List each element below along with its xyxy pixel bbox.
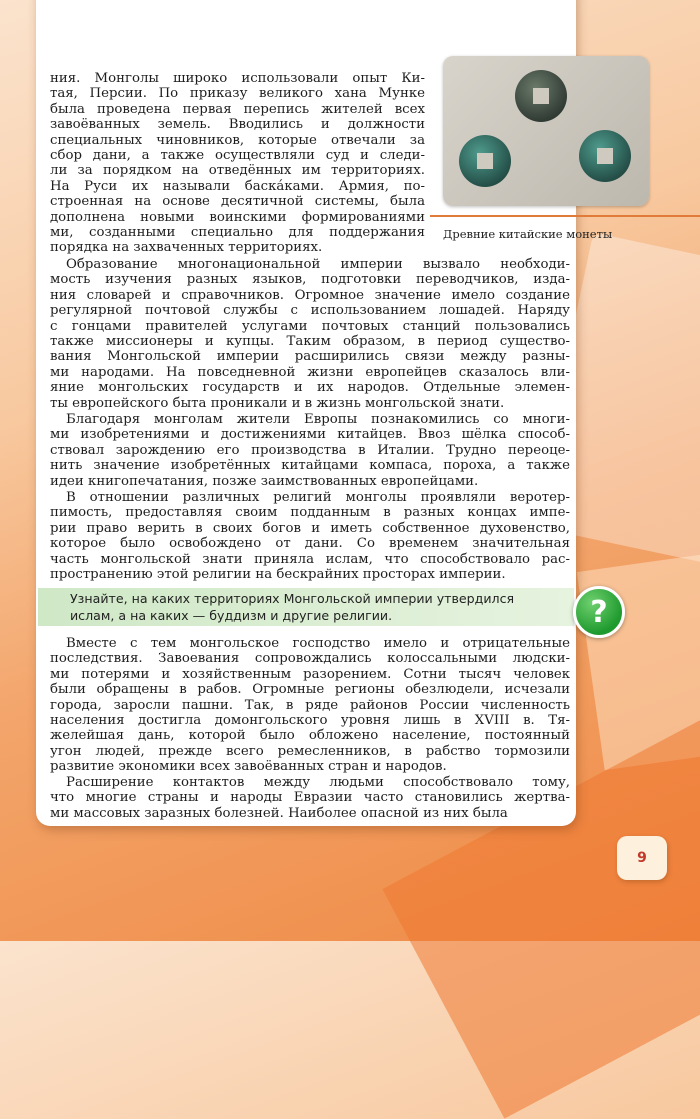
text-line: что многие страны и народы Евразии часто становились жертва- — [50, 790, 570, 806]
text-line: специальных чиновников, которые отвечали за — [50, 132, 425, 148]
page-number: 9 — [617, 836, 667, 880]
text-line: ми потерями и хозяйственным разорением. Сотни тысяч человек — [50, 666, 570, 682]
coin-right — [579, 130, 631, 182]
text-line: была проведена первая перепись жителей всех — [50, 101, 425, 117]
text-line: дополнена новыми воинскими формированиями — [50, 209, 425, 225]
coin-left — [459, 135, 511, 187]
paragraph-negative-consequences — [50, 636, 570, 775]
text-line: рии право верить в своих богов и иметь собственное духовенство, — [50, 520, 570, 536]
text-line: вания Монгольской империи расширились связи между разны- — [50, 349, 570, 365]
text-line: города, заросли пашни. Так, в ряде районов России численность — [50, 697, 570, 713]
text-line: Благодаря монголам жители Европы познакомились со многи- — [66, 412, 570, 427]
text-line: сбор дани, а также осуществляли суд и следи- — [50, 148, 425, 164]
task-line-1: Узнайте, на каких территориях Монгольской империи утвердился — [70, 591, 515, 606]
text-line: угон людей, прежде всего ремесленников, в рабство тормозили — [50, 743, 570, 759]
text-line: ты европейского быта проникали и в жизнь монгольской знати. — [50, 395, 505, 411]
text-line: идеи книгопечатания, позже заимствованных европейцами. — [50, 473, 479, 489]
text-line: с гонцами правителей услугами почтовых станций пользовались — [50, 318, 570, 334]
text-line: В отношении различных религий монголы проявляли веротер- — [66, 490, 570, 505]
paragraph-empire-communications — [50, 257, 570, 411]
text-line: Образование многонациональной империи вызвало необходи- — [66, 257, 570, 272]
text-line: желейшая дань, которой было обложено население, постоянный — [50, 728, 570, 744]
question-task-box — [38, 588, 574, 626]
text-line: ми народами. На повседневной жизни европейцев сказалось вли- — [50, 364, 570, 380]
paragraph-baskaki — [50, 71, 425, 256]
text-line: ния словарей и справочников. Огромное значение имело создание — [50, 287, 570, 303]
caption-rule — [430, 215, 700, 217]
text-line: ми, созданными специально для поддержания — [50, 225, 425, 241]
task-line-2: ислам, а на каких — буддизм и другие религии. — [70, 608, 393, 623]
paragraph-chinese-inventions — [50, 412, 570, 489]
figure-caption: Древние китайские монеты — [443, 227, 613, 241]
text-line: Расширение контактов между людьми способствовало тому, — [66, 775, 570, 790]
text-line: часть монгольской знати приняла ислам, что способствовало рас- — [50, 551, 570, 567]
text-line: порядка на захваченных территориях. — [50, 240, 323, 256]
text-line: развитие экономики всех завоёванных стран и народов. — [50, 759, 447, 775]
text-line: тая, Персии. По приказу великого хана Мунке — [50, 86, 425, 102]
coin-top — [515, 70, 567, 122]
coins-illustration — [443, 56, 649, 206]
text-line: строенная на основе десятичной системы, была — [50, 194, 425, 210]
text-line: ствовал зарождению его производства в Италии. Трудно переоце- — [50, 442, 570, 458]
coins-photo — [443, 56, 649, 206]
text-line: яние монгольских государств и их народов. Отдельные элемен- — [50, 380, 570, 396]
paragraph-diseases — [50, 775, 570, 821]
text-line: ми изобретениями и достижениями китайцев. Ввоз шёлка способ- — [50, 427, 570, 443]
question-mark-icon: ? — [573, 586, 625, 638]
text-line: пространению этой религии на бескрайних просторах империи. — [50, 567, 506, 583]
text-line: завоёванных земель. Вводились и должности — [50, 117, 425, 133]
text-line: ния. Монголы широко использовали опыт Ки- — [50, 71, 425, 86]
text-line: ми массовых заразных болезней. Наиболее опасной из них была — [50, 805, 508, 821]
text-line: пимость, предоставляя своим подданным в разных концах импе- — [50, 505, 570, 521]
paragraph-religious-tolerance — [50, 490, 570, 582]
text-line: которое было освобождено от дани. Со временем значительная — [50, 536, 570, 552]
text-line: мость изучения разных языков, подготовки переводчиков, изда- — [50, 272, 570, 288]
text-line: Вместе с тем монгольское господство имело и отрицательные — [66, 636, 570, 651]
text-line: нить значение изобретённых китайцами компаса, пороха, а также — [50, 458, 570, 474]
text-line: последствия. Завоевания сопровождались колоссальными людски- — [50, 651, 570, 667]
text-line: На Руси их называли баскáками. Армия, по- — [50, 178, 425, 194]
text-line: населения достигла домонгольского уровня лишь в XVIII в. Тя- — [50, 713, 570, 729]
text-line: регулярной почтовой службы с использованием лошадей. Наряду — [50, 303, 570, 319]
text-line: также миссионеры и купцы. Таким образом, в период существо- — [50, 334, 570, 350]
text-line: ли за порядком на отведённых им территориях. — [50, 163, 425, 179]
text-line: были обращены в рабов. Огромные регионы обезлюдели, исчезали — [50, 682, 570, 698]
